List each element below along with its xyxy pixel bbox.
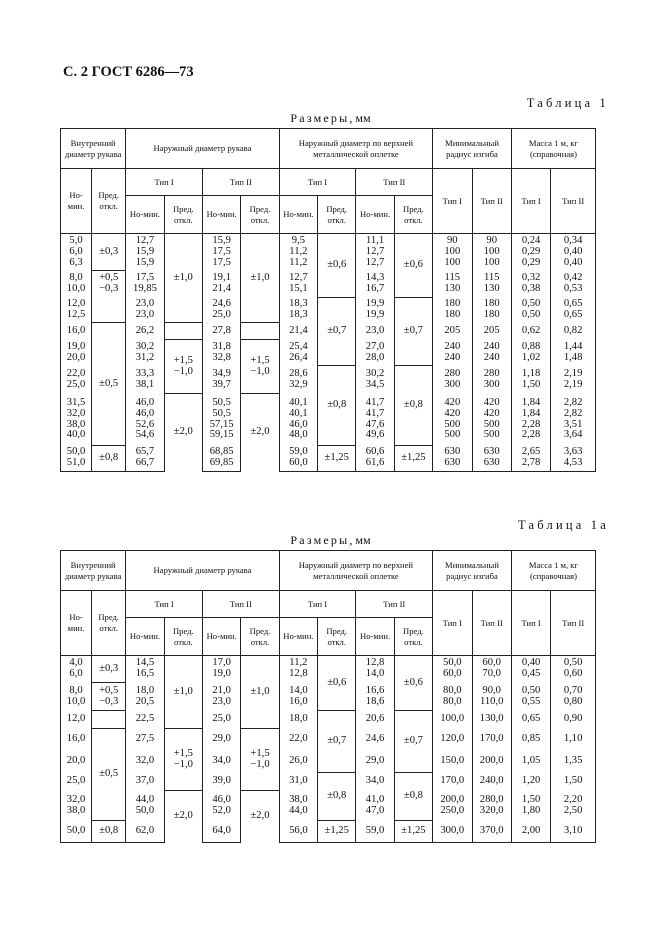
radius-type2: 280,0 320,0: [472, 791, 511, 821]
braid-type1-nominal: 26,0: [279, 751, 317, 773]
header-type-2: Тип II: [356, 591, 433, 618]
outer-type1-tolerance: ±1,0: [164, 656, 202, 729]
inner-diameter-nominal: 50,0 51,0: [61, 446, 92, 472]
outer-type2-tolerance: ±1,0: [241, 234, 279, 323]
braid-type1-tolerance: ±0,8: [318, 773, 356, 821]
radius-type1: 180 180: [433, 298, 472, 323]
header-mass: Масса 1 м, кг (справочная): [511, 551, 595, 591]
header-nominal: Но-мин.: [126, 618, 164, 656]
outer-type2-tolerance: +1,5 −1,0: [241, 729, 279, 791]
mass-type2: 1,44 1,48: [551, 340, 596, 366]
mass-type1: 1,50 1,80: [511, 791, 550, 821]
inner-diameter-nominal: 16,0: [61, 323, 92, 340]
mass-type2: 2,20 2,50: [551, 791, 596, 821]
header-outer-diameter: Наружный диаметр рукава: [126, 551, 279, 591]
header-braid-diameter: Наружный диаметр по верхней металлической оплетке: [279, 551, 432, 591]
braid-type2-nominal: 20,6: [356, 711, 394, 729]
braid-type1-nominal: 18,3 18,3: [279, 298, 317, 323]
table-1a: [60, 550, 596, 843]
table-row: [61, 234, 596, 271]
braid-type1-nominal: 21,4: [279, 323, 317, 340]
inner-diameter-tolerance: ±0,3: [92, 656, 126, 683]
outer-type1-nominal: 62,0: [126, 821, 164, 843]
outer-type2-nominal: 34,0: [202, 751, 240, 773]
braid-type1-tolerance: ±0,8: [318, 366, 356, 446]
outer-type2-tolerance: ±2,0: [241, 394, 279, 472]
braid-type2-nominal: 24,6: [356, 729, 394, 751]
outer-type2-nominal: 27,8: [202, 323, 240, 340]
inner-diameter-nominal: 20,0: [61, 751, 92, 773]
table-1-caption: Размеры, мм: [290, 111, 371, 125]
outer-type2-nominal: 68,85 69,85: [202, 446, 240, 472]
header-nominal: Но-мин.: [356, 618, 394, 656]
inner-diameter-nominal: 31,5 32,0 38,0 40,0: [61, 394, 92, 446]
mass-type2: 2,19 2,19: [551, 366, 596, 394]
page-header: С. 2 ГОСТ 6286—73: [63, 64, 194, 80]
table-1-title: Таблица 1: [526, 96, 609, 110]
mass-type1: 0,65: [511, 711, 550, 729]
braid-type2-tolerance: ±0,7: [394, 298, 432, 366]
mass-type1: 0,32 0,38: [511, 271, 550, 298]
table-row: [61, 366, 596, 394]
inner-diameter-tolerance: [92, 711, 126, 729]
header-tolerance: Пред. откл.: [318, 618, 356, 656]
header-nominal: Но-мин.: [279, 196, 317, 234]
outer-type1-tolerance: +1,5 −1,0: [164, 729, 202, 791]
header-nominal: Но-мин.: [61, 591, 92, 656]
header-tolerance: Пред. откл.: [394, 196, 432, 234]
header-type-1: Тип I: [126, 591, 203, 618]
outer-type2-tolerance: ±1,0: [241, 656, 279, 729]
braid-type1-nominal: 22,0: [279, 729, 317, 751]
radius-type1: 630 630: [433, 446, 472, 472]
header-type-2: Тип II: [551, 169, 596, 234]
inner-diameter-nominal: 8,0 10,0: [61, 683, 92, 711]
mass-type1: 0,50 0,50: [511, 298, 550, 323]
mass-type1: 0,40 0,45: [511, 656, 550, 683]
header-type-1: Тип I: [279, 591, 356, 618]
radius-type2: 205: [472, 323, 511, 340]
header-nominal: Но-мин.: [61, 169, 92, 234]
inner-diameter-tolerance: [92, 298, 126, 323]
table-1a-title: Таблица 1а: [517, 518, 609, 532]
braid-type2-nominal: 19,9 19,9: [356, 298, 394, 323]
header-tolerance: Пред. откл.: [92, 591, 126, 656]
radius-type1: 90 100 100: [433, 234, 472, 271]
header-tolerance: Пред. откл.: [318, 196, 356, 234]
mass-type2: 0,34 0,40 0,40: [551, 234, 596, 271]
mass-type1: 1,20: [511, 773, 550, 791]
header-inner-diameter: Внутренний диаметр рукава: [61, 129, 126, 169]
header-type-2: Тип II: [356, 169, 433, 196]
radius-type1: 170,0: [433, 773, 472, 791]
inner-diameter-nominal: 25,0: [61, 773, 92, 791]
radius-type1: 150,0: [433, 751, 472, 773]
mass-type2: 1,10: [551, 729, 596, 751]
mass-type1: 0,85: [511, 729, 550, 751]
outer-type1-nominal: 46,0 46,0 52,6 54,6: [126, 394, 164, 446]
radius-type2: 420 420 500 500: [472, 394, 511, 446]
braid-type2-tolerance: ±0,8: [394, 773, 432, 821]
outer-type1-nominal: 44,0 50,0: [126, 791, 164, 821]
braid-type1-nominal: 12,7 15,1: [279, 271, 317, 298]
mass-type1: 1,18 1,50: [511, 366, 550, 394]
outer-type2-nominal: 29,0: [202, 729, 240, 751]
radius-type2: 90 100 100: [472, 234, 511, 271]
outer-type1-tolerance: ±2,0: [164, 394, 202, 472]
header-type-1: Тип I: [433, 169, 472, 234]
header-type-2: Тип II: [472, 591, 511, 656]
mass-type1: 2,00: [511, 821, 550, 843]
header-tolerance: Пред. откл.: [394, 618, 432, 656]
mass-type2: 0,70 0,80: [551, 683, 596, 711]
braid-type2-nominal: 29,0: [356, 751, 394, 773]
mass-type1: 0,62: [511, 323, 550, 340]
braid-type1-tolerance: ±0,7: [318, 298, 356, 366]
outer-type2-nominal: 19,1 21,4: [202, 271, 240, 298]
outer-type1-tolerance: +1,5 −1,0: [164, 340, 202, 394]
radius-type2: 240,0: [472, 773, 511, 791]
mass-type2: 1,35: [551, 751, 596, 773]
braid-type1-tolerance: ±0,6: [318, 656, 356, 711]
header-nominal: Но-мин.: [202, 618, 240, 656]
inner-diameter-nominal: 5,0 6,0 6,3: [61, 234, 92, 271]
braid-type2-nominal: 11,1 12,7 12,7: [356, 234, 394, 271]
radius-type2: 280 300: [472, 366, 511, 394]
inner-diameter-tolerance: ±0,8: [92, 821, 126, 843]
outer-type2-nominal: 46,0 52,0: [202, 791, 240, 821]
inner-diameter-tolerance: +0,5 −0,3: [92, 683, 126, 711]
braid-type1-nominal: 9,5 11,2 11,2: [279, 234, 317, 271]
inner-diameter-nominal: 8,0 10,0: [61, 271, 92, 298]
braid-type2-tolerance: ±0,8: [394, 366, 432, 446]
mass-type2: 0,82: [551, 323, 596, 340]
radius-type1: 240 240: [433, 340, 472, 366]
header-type-2: Тип II: [472, 169, 511, 234]
table-row: [61, 821, 596, 843]
braid-type1-nominal: 11,2 12,8: [279, 656, 317, 683]
radius-type2: 180 180: [472, 298, 511, 323]
braid-type1-nominal: 28,6 32,9: [279, 366, 317, 394]
radius-type1: 300,0: [433, 821, 472, 843]
braid-type1-nominal: 38,0 44,0: [279, 791, 317, 821]
inner-diameter-nominal: 22,0 25,0: [61, 366, 92, 394]
braid-type2-nominal: 59,0: [356, 821, 394, 843]
inner-diameter-tolerance: +0,5 −0,3: [92, 271, 126, 298]
braid-type1-tolerance: ±0,6: [318, 234, 356, 298]
braid-type1-nominal: 18,0: [279, 711, 317, 729]
braid-type2-tolerance: ±0,6: [394, 656, 432, 711]
radius-type2: 130,0: [472, 711, 511, 729]
header-bend-radius: Минимальный радиус изгиба: [433, 551, 512, 591]
outer-type1-nominal: 33,3 38,1: [126, 366, 164, 394]
table-row: [61, 656, 596, 683]
braid-type2-nominal: 27,0 28,0: [356, 340, 394, 366]
inner-diameter-tolerance: ±0,8: [92, 446, 126, 472]
radius-type1: 80,0 80,0: [433, 683, 472, 711]
table-row: [61, 773, 596, 791]
radius-type1: 50,0 60,0: [433, 656, 472, 683]
mass-type2: 0,90: [551, 711, 596, 729]
outer-type2-nominal: 15,9 17,5 17,5: [202, 234, 240, 271]
header-nominal: Но-мин.: [279, 618, 317, 656]
mass-type2: 0,50 0,60: [551, 656, 596, 683]
header-type-1: Тип I: [511, 169, 550, 234]
inner-diameter-tolerance: ±0,3: [92, 234, 126, 271]
header-bend-radius: Минимальный радиус изгиба: [433, 129, 512, 169]
outer-type2-tolerance: +1,5 −1,0: [241, 340, 279, 394]
outer-type1-nominal: 27,5: [126, 729, 164, 751]
mass-type1: 0,50 0,55: [511, 683, 550, 711]
mass-type2: 3,63 4,53: [551, 446, 596, 472]
header-nominal: Но-мин.: [356, 196, 394, 234]
braid-type2-nominal: 14,3 16,7: [356, 271, 394, 298]
outer-type2-nominal: 31,8 32,8: [202, 340, 240, 366]
outer-type1-nominal: 22,5: [126, 711, 164, 729]
outer-type1-nominal: 65,7 66,7: [126, 446, 164, 472]
table-1: [60, 128, 596, 472]
inner-diameter-nominal: 50,0: [61, 821, 92, 843]
outer-type1-nominal: 26,2: [126, 323, 164, 340]
inner-diameter-nominal: 32,0 38,0: [61, 791, 92, 821]
braid-type2-tolerance: ±0,7: [394, 711, 432, 773]
braid-type1-tolerance: ±1,25: [318, 821, 356, 843]
inner-diameter-tolerance: ±0,5: [92, 323, 126, 446]
radius-type1: 115 130: [433, 271, 472, 298]
braid-type1-nominal: 40,1 40,1 46,0 48,0: [279, 394, 317, 446]
braid-type2-nominal: 23,0: [356, 323, 394, 340]
outer-type1-tolerance: [164, 323, 202, 340]
outer-type2-tolerance: [241, 323, 279, 340]
mass-type1: 1,84 1,84 2,28 2,28: [511, 394, 550, 446]
outer-type1-nominal: 23,0 23,0: [126, 298, 164, 323]
inner-diameter-nominal: 16,0: [61, 729, 92, 751]
radius-type1: 205: [433, 323, 472, 340]
header-type-2: Тип II: [202, 169, 279, 196]
header-nominal: Но-мин.: [202, 196, 240, 234]
header-outer-diameter: Наружный диаметр рукава: [126, 129, 279, 169]
mass-type2: 0,65 0,65: [551, 298, 596, 323]
header-type-1: Тип I: [511, 591, 550, 656]
header-tolerance: Пред. откл.: [241, 196, 279, 234]
header-type-1: Тип I: [126, 169, 203, 196]
braid-type1-nominal: 14,0 16,0: [279, 683, 317, 711]
outer-type2-nominal: 17,0 19,0: [202, 656, 240, 683]
radius-type1: 100,0: [433, 711, 472, 729]
radius-type2: 60,0 70,0: [472, 656, 511, 683]
header-type-1: Тип I: [433, 591, 472, 656]
header-inner-diameter: Внутренний диаметр рукава: [61, 551, 126, 591]
braid-type2-tolerance: ±1,25: [394, 821, 432, 843]
header-tolerance: Пред. откл.: [164, 618, 202, 656]
table-row: [61, 446, 596, 472]
outer-type2-nominal: 25,0: [202, 711, 240, 729]
braid-type1-nominal: 56,0: [279, 821, 317, 843]
outer-type1-tolerance: ±1,0: [164, 234, 202, 323]
radius-type2: 630 630: [472, 446, 511, 472]
inner-diameter-nominal: 4,0 6,0: [61, 656, 92, 683]
outer-type2-nominal: 21,0 23,0: [202, 683, 240, 711]
header-tolerance: Пред. откл.: [92, 169, 126, 234]
header-type-2: Тип II: [551, 591, 596, 656]
outer-type2-nominal: 34,9 39,7: [202, 366, 240, 394]
radius-type1: 200,0 250,0: [433, 791, 472, 821]
outer-type2-nominal: 64,0: [202, 821, 240, 843]
outer-type2-tolerance: ±2,0: [241, 791, 279, 843]
mass-type2: 1,50: [551, 773, 596, 791]
mass-type2: 0,42 0,53: [551, 271, 596, 298]
header-type-1: Тип I: [279, 169, 356, 196]
mass-type1: 1,05: [511, 751, 550, 773]
braid-type2-nominal: 41,7 41,7 47,6 49,6: [356, 394, 394, 446]
table-1a-caption: Размеры, мм: [290, 533, 371, 547]
braid-type1-nominal: 25,4 26,4: [279, 340, 317, 366]
outer-type1-nominal: 18,0 20,5: [126, 683, 164, 711]
header-mass: Масса 1 м, кг (справочная): [511, 129, 595, 169]
radius-type1: 120,0: [433, 729, 472, 751]
inner-diameter-tolerance: ±0,5: [92, 729, 126, 821]
outer-type1-nominal: 14,5 16,5: [126, 656, 164, 683]
outer-type2-nominal: 24,6 25,0: [202, 298, 240, 323]
braid-type1-nominal: 31,0: [279, 773, 317, 791]
outer-type1-nominal: 17,5 19,85: [126, 271, 164, 298]
header-type-2: Тип II: [202, 591, 279, 618]
radius-type2: 90,0 110,0: [472, 683, 511, 711]
header-tolerance: Пред. откл.: [241, 618, 279, 656]
radius-type2: 370,0: [472, 821, 511, 843]
outer-type2-nominal: 50,5 50,5 57,15 59,15: [202, 394, 240, 446]
header-nominal: Но-мин.: [126, 196, 164, 234]
inner-diameter-nominal: 19,0 20,0: [61, 340, 92, 366]
table-row: [61, 298, 596, 323]
header-tolerance: Пред. откл.: [164, 196, 202, 234]
mass-type1: 0,88 1,02: [511, 340, 550, 366]
braid-type2-nominal: 16,6 18,6: [356, 683, 394, 711]
radius-type2: 240 240: [472, 340, 511, 366]
braid-type2-tolerance: ±0,6: [394, 234, 432, 298]
braid-type1-tolerance: ±1,25: [318, 446, 356, 472]
radius-type2: 170,0: [472, 729, 511, 751]
outer-type2-nominal: 39,0: [202, 773, 240, 791]
braid-type2-nominal: 30,2 34,5: [356, 366, 394, 394]
mass-type1: 0,24 0,29 0,29: [511, 234, 550, 271]
outer-type1-tolerance: ±2,0: [164, 791, 202, 843]
braid-type2-nominal: 60,6 61,6: [356, 446, 394, 472]
braid-type2-tolerance: ±1,25: [394, 446, 432, 472]
braid-type2-nominal: 41,0 47,0: [356, 791, 394, 821]
inner-diameter-nominal: 12,0 12,5: [61, 298, 92, 323]
braid-type1-tolerance: ±0,7: [318, 711, 356, 773]
mass-type2: 2,82 2,82 3,51 3,64: [551, 394, 596, 446]
radius-type1: 420 420 500 500: [433, 394, 472, 446]
radius-type2: 200,0: [472, 751, 511, 773]
radius-type1: 280 300: [433, 366, 472, 394]
header-braid-diameter: Наружный диаметр по верхней металлической оплетке: [279, 129, 432, 169]
braid-type2-nominal: 34,0: [356, 773, 394, 791]
outer-type1-nominal: 37,0: [126, 773, 164, 791]
braid-type2-nominal: 12,8 14,0: [356, 656, 394, 683]
mass-type1: 2,65 2,78: [511, 446, 550, 472]
outer-type1-nominal: 32,0: [126, 751, 164, 773]
inner-diameter-nominal: 12,0: [61, 711, 92, 729]
outer-type1-nominal: 30,2 31,2: [126, 340, 164, 366]
radius-type2: 115 130: [472, 271, 511, 298]
table-row: [61, 711, 596, 729]
outer-type1-nominal: 12,7 15,9 15,9: [126, 234, 164, 271]
mass-type2: 3,10: [551, 821, 596, 843]
braid-type1-nominal: 59,0 60,0: [279, 446, 317, 472]
